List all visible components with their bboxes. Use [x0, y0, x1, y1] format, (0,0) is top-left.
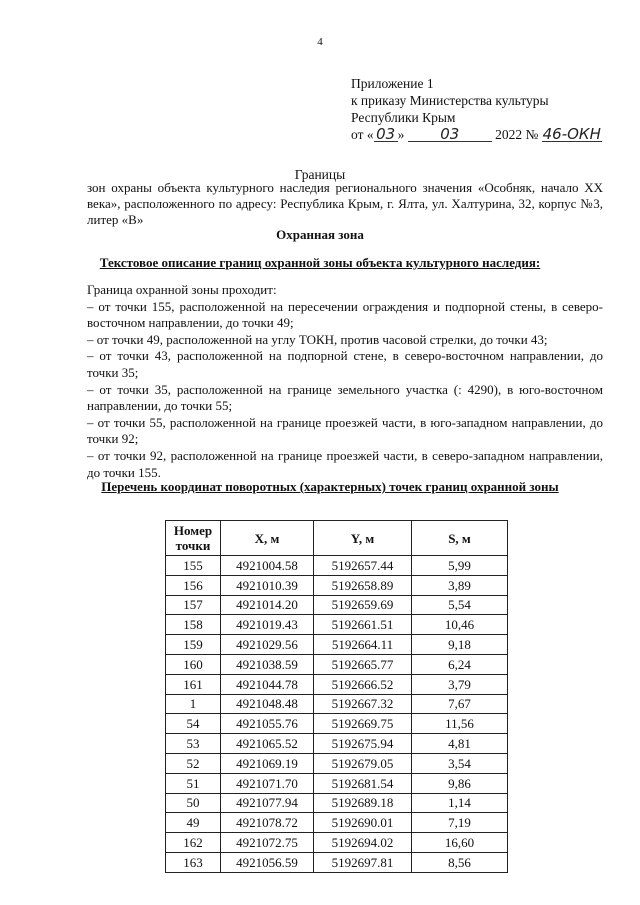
cell-point: 159	[166, 635, 221, 655]
cell-s: 5,99	[412, 556, 508, 576]
cell-s: 1,14	[412, 793, 508, 813]
header-y: Y, м	[314, 521, 412, 556]
cell-point: 54	[166, 714, 221, 734]
table-row	[166, 734, 508, 754]
cell-x: 4921065.52	[221, 734, 314, 754]
table-row	[166, 556, 508, 576]
boundary-description	[87, 282, 603, 481]
table-row	[166, 615, 508, 635]
description-line: – от точки 92, расположенной на границе проезжей части, в северо-западном направлении, до точки 155.	[87, 447, 603, 480]
cell-s: 3,79	[412, 674, 508, 694]
table-row	[166, 635, 508, 655]
cell-point: 53	[166, 734, 221, 754]
cell-y: 5192657.44	[314, 556, 412, 576]
cell-y: 5192697.81	[314, 852, 412, 872]
page-number: 4	[317, 36, 323, 48]
cell-s: 9,86	[412, 773, 508, 793]
cell-s: 8,56	[412, 852, 508, 872]
cell-y: 5192694.02	[314, 833, 412, 853]
cell-point: 51	[166, 773, 221, 793]
cell-s: 7,19	[412, 813, 508, 833]
cell-s: 11,56	[412, 714, 508, 734]
table-row	[166, 714, 508, 734]
cell-point: 155	[166, 556, 221, 576]
cell-x: 4921048.48	[221, 694, 314, 714]
cell-y: 5192681.54	[314, 773, 412, 793]
annex-line-3: Республики Крым	[351, 110, 456, 125]
header-x: X, м	[221, 521, 314, 556]
cell-y: 5192659.69	[314, 595, 412, 615]
table-header-row	[166, 521, 508, 556]
table-row	[166, 674, 508, 694]
cell-s: 16,60	[412, 833, 508, 853]
coordinates-table	[165, 520, 508, 873]
cell-y: 5192661.51	[314, 615, 412, 635]
cell-x: 4921077.94	[221, 793, 314, 813]
cell-point: 163	[166, 852, 221, 872]
cell-x: 4921038.59	[221, 654, 314, 674]
table-row	[166, 694, 508, 714]
table-row	[166, 833, 508, 853]
cell-x: 4921078.72	[221, 813, 314, 833]
cell-x: 4921055.76	[221, 714, 314, 734]
cell-y: 5192665.77	[314, 654, 412, 674]
cell-s: 6,24	[412, 654, 508, 674]
date-prefix: от «	[351, 127, 374, 142]
table-row	[166, 575, 508, 595]
date-mid: »	[397, 127, 405, 142]
table-row	[166, 595, 508, 615]
cell-point: 162	[166, 833, 221, 853]
cell-s: 3,54	[412, 753, 508, 773]
table-row	[166, 654, 508, 674]
description-line: – от точки 49, расположенной на углу ТОКН, против часовой стрелки, до точки 43;	[87, 331, 548, 347]
cell-x: 4921071.70	[221, 773, 314, 793]
table-row	[166, 793, 508, 813]
cell-x: 4921044.78	[221, 674, 314, 694]
handwritten-day: 03	[374, 127, 398, 142]
cell-y: 5192664.11	[314, 635, 412, 655]
cell-x: 4921056.59	[221, 852, 314, 872]
date-year: 2022 №	[495, 127, 539, 142]
cell-point: 50	[166, 793, 221, 813]
cell-point: 160	[166, 654, 221, 674]
annex-date-line	[351, 126, 602, 143]
description-line: – от точки 35, расположенной на границе земельного участка (: 4290), в юго-восточном направлении, до точки 55;	[87, 381, 603, 414]
handwritten-month: 03	[408, 127, 492, 142]
cell-s: 4,81	[412, 734, 508, 754]
description-heading: Текстовое описание границ охранной зоны объекта культурного наследия:	[99, 255, 541, 270]
cell-s: 3,89	[412, 575, 508, 595]
cell-y: 5192679.05	[314, 753, 412, 773]
cell-point: 158	[166, 615, 221, 635]
coordinates-heading: Перечень координат поворотных (характерных) точек границ охранной зоны	[101, 479, 559, 494]
annex-block	[351, 75, 602, 143]
table-row	[166, 852, 508, 872]
header-point-number: Номер точки	[166, 521, 221, 556]
annex-line-2: к приказу Министерства культуры	[351, 93, 549, 108]
cell-x: 4921029.56	[221, 635, 314, 655]
cell-y: 5192669.75	[314, 714, 412, 734]
cell-x: 4921010.39	[221, 575, 314, 595]
annex-line-1: Приложение 1	[351, 76, 434, 91]
handwritten-doc-number: 46-ОКН	[542, 125, 601, 143]
cell-s: 7,67	[412, 694, 508, 714]
document-title: Границы	[294, 167, 346, 182]
header-s: S, м	[412, 521, 508, 556]
cell-x: 4921069.19	[221, 753, 314, 773]
cell-y: 5192675.94	[314, 734, 412, 754]
cell-point: 156	[166, 575, 221, 595]
cell-x: 4921014.20	[221, 595, 314, 615]
cell-x: 4921072.75	[221, 833, 314, 853]
cell-y: 5192666.52	[314, 674, 412, 694]
cell-point: 49	[166, 813, 221, 833]
cell-s: 9,18	[412, 635, 508, 655]
table-row	[166, 753, 508, 773]
description-line: – от точки 155, расположенной на пересечении ограждения и подпорной стены, в северо-восточном направлении, до точки 49;	[87, 298, 603, 331]
table-row	[166, 773, 508, 793]
cell-x: 4921019.43	[221, 615, 314, 635]
cell-point: 157	[166, 595, 221, 615]
description-line: – от точки 43, расположенной на подпорной стене, в северо-восточном направлении, до точки 35;	[87, 348, 603, 380]
description-line: – от точки 55, расположенной на границе проезжей части, в юго-западном направлении, до точки 92;	[87, 414, 603, 447]
cell-point: 161	[166, 674, 221, 694]
cell-point: 1	[166, 694, 221, 714]
cell-y: 5192690.01	[314, 813, 412, 833]
cell-s: 5,54	[412, 595, 508, 615]
cell-s: 10,46	[412, 615, 508, 635]
cell-y: 5192658.89	[314, 575, 412, 595]
cell-y: 5192689.18	[314, 793, 412, 813]
cell-y: 5192667.32	[314, 694, 412, 714]
cell-point: 52	[166, 753, 221, 773]
zone-heading: Охранная зона	[276, 227, 364, 242]
description-line: Граница охранной зоны проходит:	[87, 282, 277, 297]
document-subject: зон охраны объекта культурного наследия регионального значения «Особняк, начало XX века», расположенного по адресу: Республика Крым, г. Ялта, ул. Халтурина, 32, корпус №3, литер «В»	[87, 180, 603, 227]
cell-x: 4921004.58	[221, 556, 314, 576]
table-row	[166, 813, 508, 833]
